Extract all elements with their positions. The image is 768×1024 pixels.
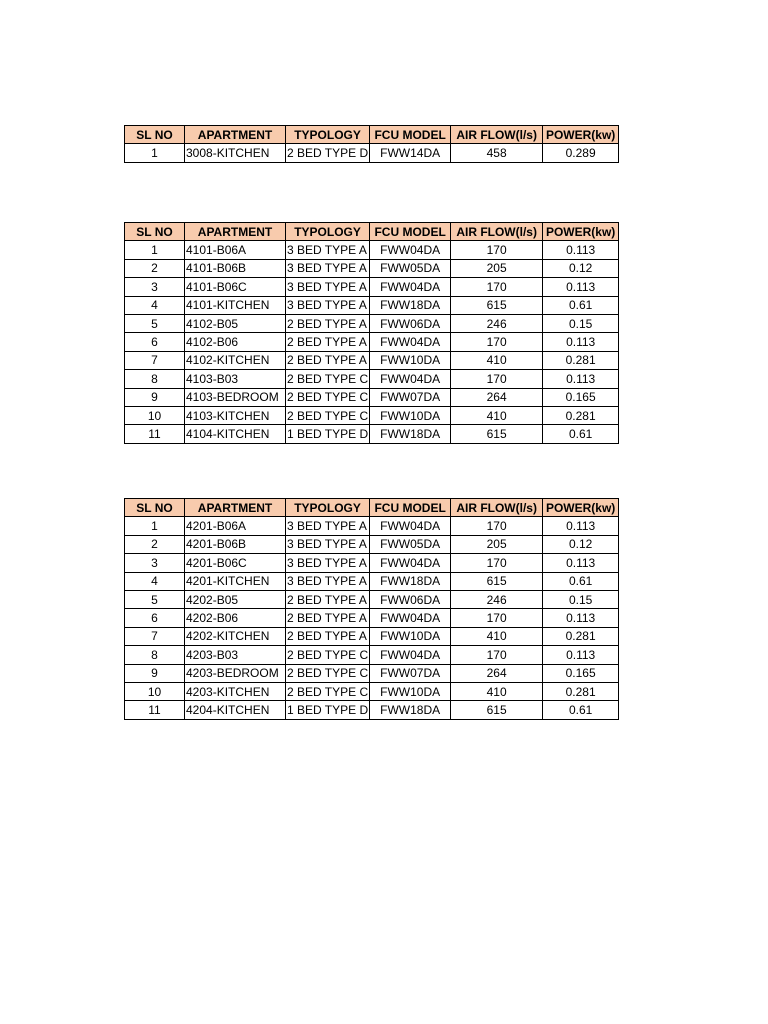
table-row <box>125 406 619 424</box>
cell-fcu-model: FWW07DA <box>370 388 451 406</box>
cell-air-flow: 246 <box>451 314 543 332</box>
cell-typology: 2 BED TYPE C <box>286 388 370 406</box>
cell-air-flow: 410 <box>451 351 543 369</box>
header-typology: TYPOLOGY <box>286 126 370 144</box>
cell-power: 0.113 <box>543 278 619 296</box>
cell-fcu-model: FWW04DA <box>370 646 451 664</box>
cell-sl-no: 1 <box>125 241 185 259</box>
cell-air-flow: 410 <box>451 682 543 700</box>
cell-fcu-model: FWW06DA <box>370 314 451 332</box>
cell-apartment: 4102-B05 <box>185 314 286 332</box>
cell-air-flow: 170 <box>451 609 543 627</box>
cell-typology: 2 BED TYPE C <box>286 646 370 664</box>
header-row <box>125 126 619 144</box>
cell-apartment: 4103-BEDROOM <box>185 388 286 406</box>
cell-power: 0.12 <box>543 535 619 553</box>
table-row <box>125 554 619 572</box>
cell-power: 0.113 <box>543 241 619 259</box>
cell-typology: 3 BED TYPE A <box>286 241 370 259</box>
header-power: POWER(kw) <box>543 499 619 517</box>
cell-air-flow: 615 <box>451 425 543 443</box>
cell-fcu-model: FWW04DA <box>370 278 451 296</box>
cell-typology: 3 BED TYPE A <box>286 517 370 535</box>
cell-apartment: 4103-KITCHEN <box>185 406 286 424</box>
cell-sl-no: 3 <box>125 278 185 296</box>
cell-fcu-model: FWW05DA <box>370 259 451 277</box>
cell-sl-no: 10 <box>125 682 185 700</box>
cell-fcu-model: FWW04DA <box>370 517 451 535</box>
cell-power: 0.113 <box>543 517 619 535</box>
cell-typology: 2 BED TYPE D <box>286 144 370 162</box>
cell-apartment: 3008-KITCHEN <box>185 144 286 162</box>
cell-power: 0.281 <box>543 351 619 369</box>
header-apartment: APARTMENT <box>185 126 286 144</box>
cell-typology: 3 BED TYPE A <box>286 259 370 277</box>
cell-air-flow: 170 <box>451 646 543 664</box>
cell-typology: 3 BED TYPE A <box>286 296 370 314</box>
cell-apartment: 4201-KITCHEN <box>185 572 286 590</box>
cell-power: 0.113 <box>543 646 619 664</box>
cell-apartment: 4202-B06 <box>185 609 286 627</box>
cell-air-flow: 170 <box>451 241 543 259</box>
cell-sl-no: 8 <box>125 370 185 388</box>
cell-fcu-model: FWW10DA <box>370 682 451 700</box>
cell-air-flow: 170 <box>451 517 543 535</box>
cell-air-flow: 615 <box>451 572 543 590</box>
cell-apartment: 4101-B06B <box>185 259 286 277</box>
cell-typology: 2 BED TYPE C <box>286 370 370 388</box>
cell-typology: 2 BED TYPE A <box>286 627 370 645</box>
cell-sl-no: 5 <box>125 590 185 608</box>
cell-power: 0.113 <box>543 333 619 351</box>
cell-apartment: 4201-B06C <box>185 554 286 572</box>
cell-apartment: 4201-B06A <box>185 517 286 535</box>
cell-fcu-model: FWW18DA <box>370 425 451 443</box>
header-typology: TYPOLOGY <box>286 499 370 517</box>
cell-power: 0.289 <box>543 144 619 162</box>
header-sl-no: SL NO <box>125 223 185 241</box>
cell-fcu-model: FWW18DA <box>370 572 451 590</box>
cell-fcu-model: FWW06DA <box>370 590 451 608</box>
cell-air-flow: 170 <box>451 333 543 351</box>
cell-sl-no: 6 <box>125 333 185 351</box>
cell-apartment: 4101-B06A <box>185 241 286 259</box>
header-apartment: APARTMENT <box>185 223 286 241</box>
cell-typology: 2 BED TYPE A <box>286 609 370 627</box>
cell-apartment: 4204-KITCHEN <box>185 701 286 719</box>
fcu-schedule-table-3 <box>124 498 619 720</box>
cell-sl-no: 2 <box>125 259 185 277</box>
cell-air-flow: 264 <box>451 388 543 406</box>
cell-sl-no: 4 <box>125 296 185 314</box>
table-row <box>125 627 619 645</box>
cell-typology: 3 BED TYPE A <box>286 572 370 590</box>
cell-fcu-model: FWW18DA <box>370 701 451 719</box>
cell-air-flow: 205 <box>451 259 543 277</box>
cell-fcu-model: FWW04DA <box>370 241 451 259</box>
cell-apartment: 4202-B05 <box>185 590 286 608</box>
header-typology: TYPOLOGY <box>286 223 370 241</box>
cell-fcu-model: FWW14DA <box>370 144 451 162</box>
cell-power: 0.165 <box>543 388 619 406</box>
table-row <box>125 664 619 682</box>
header-fcu-model: FCU MODEL <box>370 499 451 517</box>
cell-typology: 3 BED TYPE A <box>286 554 370 572</box>
cell-power: 0.165 <box>543 664 619 682</box>
cell-apartment: 4104-KITCHEN <box>185 425 286 443</box>
header-air-flow: AIR FLOW(l/s) <box>451 499 543 517</box>
cell-power: 0.61 <box>543 701 619 719</box>
cell-power: 0.15 <box>543 314 619 332</box>
cell-air-flow: 264 <box>451 664 543 682</box>
table-row <box>125 682 619 700</box>
table-row <box>125 296 619 314</box>
fcu-schedule-table-1 <box>124 125 619 163</box>
cell-fcu-model: FWW18DA <box>370 296 451 314</box>
cell-typology: 3 BED TYPE A <box>286 278 370 296</box>
cell-apartment: 4201-B06B <box>185 535 286 553</box>
cell-power: 0.61 <box>543 425 619 443</box>
table-row <box>125 535 619 553</box>
header-apartment: APARTMENT <box>185 499 286 517</box>
header-air-flow: AIR FLOW(l/s) <box>451 126 543 144</box>
cell-power: 0.281 <box>543 682 619 700</box>
table-row <box>125 259 619 277</box>
table-row <box>125 241 619 259</box>
table-row <box>125 144 619 162</box>
table-row <box>125 646 619 664</box>
cell-air-flow: 615 <box>451 701 543 719</box>
cell-apartment: 4203-B03 <box>185 646 286 664</box>
cell-fcu-model: FWW10DA <box>370 351 451 369</box>
table-row <box>125 370 619 388</box>
cell-sl-no: 1 <box>125 144 185 162</box>
cell-fcu-model: FWW04DA <box>370 370 451 388</box>
table-row <box>125 517 619 535</box>
cell-fcu-model: FWW07DA <box>370 664 451 682</box>
table-row <box>125 701 619 719</box>
cell-apartment: 4102-B06 <box>185 333 286 351</box>
table-row <box>125 572 619 590</box>
cell-air-flow: 170 <box>451 554 543 572</box>
cell-power: 0.281 <box>543 627 619 645</box>
table-row <box>125 590 619 608</box>
cell-sl-no: 8 <box>125 646 185 664</box>
cell-fcu-model: FWW04DA <box>370 554 451 572</box>
cell-air-flow: 170 <box>451 278 543 296</box>
header-power: POWER(kw) <box>543 223 619 241</box>
cell-sl-no: 11 <box>125 701 185 719</box>
cell-sl-no: 6 <box>125 609 185 627</box>
cell-power: 0.61 <box>543 296 619 314</box>
cell-sl-no: 4 <box>125 572 185 590</box>
cell-fcu-model: FWW10DA <box>370 406 451 424</box>
cell-apartment: 4202-KITCHEN <box>185 627 286 645</box>
cell-sl-no: 2 <box>125 535 185 553</box>
cell-typology: 2 BED TYPE A <box>286 351 370 369</box>
cell-apartment: 4101-KITCHEN <box>185 296 286 314</box>
cell-sl-no: 9 <box>125 388 185 406</box>
cell-power: 0.113 <box>543 609 619 627</box>
cell-air-flow: 615 <box>451 296 543 314</box>
cell-air-flow: 410 <box>451 406 543 424</box>
cell-fcu-model: FWW05DA <box>370 535 451 553</box>
cell-sl-no: 7 <box>125 351 185 369</box>
cell-power: 0.15 <box>543 590 619 608</box>
header-row <box>125 499 619 517</box>
cell-fcu-model: FWW04DA <box>370 609 451 627</box>
table-row <box>125 425 619 443</box>
cell-typology: 2 BED TYPE C <box>286 406 370 424</box>
cell-air-flow: 170 <box>451 370 543 388</box>
cell-typology: 2 BED TYPE C <box>286 682 370 700</box>
cell-power: 0.281 <box>543 406 619 424</box>
cell-apartment: 4203-KITCHEN <box>185 682 286 700</box>
fcu-schedule-table-2 <box>124 222 619 444</box>
cell-typology: 3 BED TYPE A <box>286 535 370 553</box>
header-fcu-model: FCU MODEL <box>370 223 451 241</box>
header-fcu-model: FCU MODEL <box>370 126 451 144</box>
cell-power: 0.12 <box>543 259 619 277</box>
cell-sl-no: 9 <box>125 664 185 682</box>
cell-typology: 2 BED TYPE A <box>286 314 370 332</box>
cell-apartment: 4203-BEDROOM <box>185 664 286 682</box>
cell-air-flow: 458 <box>451 144 543 162</box>
cell-air-flow: 410 <box>451 627 543 645</box>
cell-fcu-model: FWW10DA <box>370 627 451 645</box>
cell-power: 0.113 <box>543 370 619 388</box>
cell-sl-no: 11 <box>125 425 185 443</box>
header-sl-no: SL NO <box>125 499 185 517</box>
table-row <box>125 278 619 296</box>
cell-power: 0.61 <box>543 572 619 590</box>
cell-typology: 1 BED TYPE D <box>286 701 370 719</box>
header-power: POWER(kw) <box>543 126 619 144</box>
table-row <box>125 351 619 369</box>
cell-power: 0.113 <box>543 554 619 572</box>
header-row <box>125 223 619 241</box>
table-row <box>125 314 619 332</box>
header-air-flow: AIR FLOW(l/s) <box>451 223 543 241</box>
cell-sl-no: 5 <box>125 314 185 332</box>
cell-typology: 2 BED TYPE C <box>286 664 370 682</box>
table-row <box>125 333 619 351</box>
cell-apartment: 4102-KITCHEN <box>185 351 286 369</box>
cell-apartment: 4101-B06C <box>185 278 286 296</box>
cell-air-flow: 205 <box>451 535 543 553</box>
cell-sl-no: 10 <box>125 406 185 424</box>
cell-air-flow: 246 <box>451 590 543 608</box>
cell-sl-no: 3 <box>125 554 185 572</box>
header-sl-no: SL NO <box>125 126 185 144</box>
cell-sl-no: 1 <box>125 517 185 535</box>
cell-sl-no: 7 <box>125 627 185 645</box>
cell-fcu-model: FWW04DA <box>370 333 451 351</box>
table-row <box>125 388 619 406</box>
cell-apartment: 4103-B03 <box>185 370 286 388</box>
table-row <box>125 609 619 627</box>
cell-typology: 1 BED TYPE D <box>286 425 370 443</box>
cell-typology: 2 BED TYPE A <box>286 333 370 351</box>
cell-typology: 2 BED TYPE A <box>286 590 370 608</box>
